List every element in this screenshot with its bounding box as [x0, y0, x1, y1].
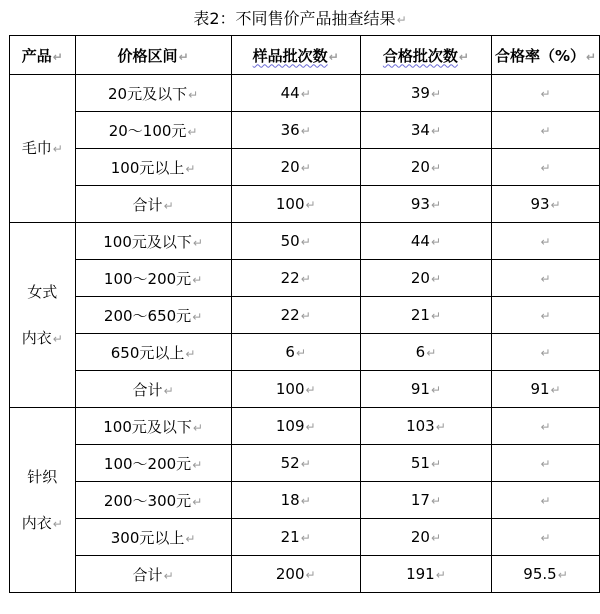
subtotal-row	[10, 186, 600, 223]
qualified-batches-cell-value: 91	[410, 380, 430, 398]
table-row	[10, 223, 600, 260]
sample-batches-cell	[231, 445, 360, 482]
price-range-cell-value: 100～200元	[103, 269, 192, 288]
paragraph-mark-icon: ↵	[430, 235, 442, 249]
paragraph-mark-icon: ↵	[185, 346, 196, 361]
qualified-batches-cell	[360, 445, 491, 482]
pass-rate-cell	[492, 482, 600, 519]
pass-rate-cell-value: 95.5	[523, 565, 557, 583]
paragraph-mark-icon: ↵	[52, 516, 63, 531]
table-row	[10, 334, 600, 371]
price-range-cell	[75, 149, 231, 186]
qualified-batches-cell-value: 93	[410, 195, 430, 213]
sample-batches-cell-value: 100	[275, 195, 305, 213]
paragraph-mark-icon: ↵	[435, 420, 446, 434]
sample-batches-cell-value: 44	[280, 84, 300, 102]
pass-rate-cell	[492, 75, 600, 112]
header-row	[10, 36, 600, 75]
price-range-cell-value: 300元以上	[110, 528, 185, 547]
sample-batches-cell-value: 109	[275, 417, 305, 435]
paragraph-mark-icon: ↵	[300, 124, 311, 138]
qualified-batches-cell	[360, 556, 491, 593]
paragraph-mark-icon: ↵	[185, 531, 196, 546]
sample-batches-cell-value: 18	[280, 491, 300, 509]
qualified-batches-cell	[360, 260, 491, 297]
table-row	[10, 519, 600, 556]
qualified-batches-cell	[360, 334, 491, 371]
paragraph-mark-icon: ↵	[300, 272, 311, 286]
qualified-batches-cell	[360, 75, 491, 112]
table-row	[10, 149, 600, 186]
paragraph-mark-icon: ↵	[300, 235, 311, 249]
sample-batches-cell	[231, 75, 360, 112]
paragraph-mark-icon: ↵	[430, 531, 442, 545]
paragraph-mark-icon: ↵	[430, 457, 442, 471]
price-range-cell	[75, 371, 231, 408]
sample-batches-cell	[231, 556, 360, 593]
qualified-batches-cell-value: 20	[410, 528, 430, 546]
paragraph-mark-icon: ↵	[550, 383, 561, 397]
paragraph-mark-icon: ↵	[305, 568, 316, 582]
paragraph-mark-icon: ↵	[540, 531, 551, 545]
paragraph-mark-icon: ↵	[192, 235, 203, 250]
qualified-batches-cell	[360, 408, 491, 445]
product-cell	[10, 75, 76, 223]
price-range-cell-value: 200～650元	[103, 306, 192, 325]
price-range-cell-value: 100～200元	[103, 454, 192, 473]
paragraph-mark-icon: ↵	[52, 331, 63, 346]
header-pass-rate: 合格率（%）↵	[492, 36, 600, 75]
price-range-cell	[75, 297, 231, 334]
table-row	[10, 112, 600, 149]
sample-batches-cell-value: 200	[275, 565, 305, 583]
caption-text: 表2：不同售价产品抽查结果	[193, 9, 396, 28]
sample-batches-cell	[231, 223, 360, 260]
qualified-batches-cell	[360, 149, 491, 186]
paragraph-mark-icon: ↵	[435, 568, 446, 582]
inspection-results-table	[9, 35, 600, 593]
qualified-batches-cell-value: 17	[410, 491, 430, 509]
paragraph-mark-icon: ↵	[192, 457, 203, 472]
table-body	[10, 75, 600, 593]
sample-batches-cell-value: 6	[285, 343, 295, 361]
pass-rate-cell	[492, 408, 600, 445]
sample-batches-cell-value: 36	[280, 121, 300, 139]
price-range-cell	[75, 556, 231, 593]
paragraph-mark-icon: ↵	[430, 272, 442, 286]
header-price-range: 价格区间↵	[75, 36, 231, 75]
sample-batches-cell	[231, 519, 360, 556]
paragraph-mark-icon: ↵	[300, 531, 311, 545]
paragraph-mark-icon: ↵	[540, 87, 551, 101]
qualified-batches-cell	[360, 223, 491, 260]
product-cell	[10, 223, 76, 408]
paragraph-mark-icon: ↵	[163, 568, 174, 583]
sample-batches-cell	[231, 112, 360, 149]
paragraph-mark-icon: ↵	[300, 87, 311, 101]
paragraph-mark-icon: ↵	[540, 457, 551, 471]
paragraph-mark-icon: ↵	[557, 568, 568, 582]
sample-batches-cell	[231, 297, 360, 334]
pass-rate-cell	[492, 334, 600, 371]
qualified-batches-cell-value: 191	[406, 565, 435, 583]
subtotal-row	[10, 556, 600, 593]
sample-batches-cell	[231, 186, 360, 223]
product-name-line: 毛巾	[21, 139, 52, 157]
qualified-batches-cell	[360, 371, 491, 408]
price-range-cell-value: 100元及以下	[103, 417, 192, 436]
price-range-cell-value: 20～100元	[108, 121, 187, 140]
product-cell	[10, 408, 76, 593]
paragraph-mark-icon: ↵	[430, 161, 442, 175]
product-name-line: 内衣	[21, 513, 52, 532]
product-name-line: 针织	[27, 467, 58, 486]
qualified-batches-cell-value: 20	[410, 158, 430, 176]
price-range-cell	[75, 408, 231, 445]
paragraph-mark-icon: ↵	[163, 198, 174, 213]
table-caption	[0, 6, 600, 32]
paragraph-mark-icon: ↵	[540, 346, 551, 360]
table-row	[10, 297, 600, 334]
pass-rate-cell	[492, 556, 600, 593]
qualified-batches-cell-value: 34	[410, 121, 430, 139]
price-range-cell	[75, 223, 231, 260]
paragraph-mark-icon: ↵	[300, 494, 311, 508]
price-range-cell	[75, 75, 231, 112]
header-qualified-batches: 合格批次数↵	[360, 36, 491, 75]
paragraph-mark-icon: ↵	[396, 13, 407, 27]
qualified-batches-cell	[360, 519, 491, 556]
paragraph-mark-icon: ↵	[426, 346, 437, 360]
paragraph-mark-icon: ↵	[540, 124, 551, 138]
price-range-cell	[75, 445, 231, 482]
qualified-batches-cell-value: 51	[410, 454, 430, 472]
paragraph-mark-icon: ↵	[188, 87, 199, 102]
paragraph-mark-icon: ↵	[192, 494, 203, 509]
pass-rate-cell	[492, 112, 600, 149]
paragraph-mark-icon: ↵	[430, 309, 442, 323]
pass-rate-cell	[492, 519, 600, 556]
table-row	[10, 75, 600, 112]
pass-rate-cell	[492, 445, 600, 482]
price-range-cell	[75, 482, 231, 519]
paragraph-mark-icon: ↵	[430, 494, 442, 508]
price-range-cell-value: 100元及以下	[103, 232, 192, 251]
paragraph-mark-icon: ↵	[305, 198, 316, 212]
paragraph-mark-icon: ↵	[192, 272, 203, 287]
pass-rate-cell	[492, 371, 600, 408]
paragraph-mark-icon: ↵	[305, 420, 316, 434]
price-range-cell	[75, 260, 231, 297]
paragraph-mark-icon: ↵	[192, 420, 203, 435]
paragraph-mark-icon: ↵	[540, 272, 551, 286]
table-row	[10, 445, 600, 482]
paragraph-mark-icon: ↵	[540, 420, 551, 434]
header-sample-batches: 样品批次数↵	[231, 36, 360, 75]
price-range-cell-value: 20元及以下	[108, 84, 188, 103]
paragraph-mark-icon: ↵	[295, 346, 307, 360]
paragraph-mark-icon: ↵	[430, 383, 442, 397]
paragraph-mark-icon: ↵	[300, 161, 311, 175]
pass-rate-cell-value: 93	[530, 195, 550, 213]
paragraph-mark-icon: ↵	[430, 198, 442, 212]
paragraph-mark-icon: ↵	[52, 142, 63, 156]
product-name-line: 内衣	[21, 328, 52, 347]
pass-rate-cell	[492, 186, 600, 223]
pass-rate-cell	[492, 260, 600, 297]
paragraph-mark-icon: ↵	[550, 198, 561, 212]
sample-batches-cell	[231, 371, 360, 408]
paragraph-mark-icon: ↵	[192, 309, 203, 324]
sample-batches-cell	[231, 408, 360, 445]
price-range-cell-value: 合计	[132, 565, 163, 584]
paragraph-mark-icon: ↵	[300, 309, 311, 323]
sample-batches-cell-value: 50	[280, 232, 300, 250]
sample-batches-cell	[231, 149, 360, 186]
sample-batches-cell-value: 22	[280, 269, 300, 287]
price-range-cell	[75, 186, 231, 223]
qualified-batches-cell-value: 39	[410, 84, 430, 102]
sample-batches-cell-value: 22	[280, 306, 300, 324]
sample-batches-cell-value: 21	[280, 528, 300, 546]
paragraph-mark-icon: ↵	[540, 161, 551, 175]
price-range-cell-value: 合计	[132, 195, 163, 214]
sample-batches-cell-value: 20	[280, 158, 300, 176]
subtotal-row	[10, 371, 600, 408]
pass-rate-cell	[492, 149, 600, 186]
qualified-batches-cell	[360, 297, 491, 334]
qualified-batches-cell	[360, 112, 491, 149]
paragraph-mark-icon: ↵	[430, 87, 442, 101]
pass-rate-cell-value: 91	[530, 380, 550, 398]
paragraph-mark-icon: ↵	[540, 309, 551, 323]
table-row	[10, 260, 600, 297]
paragraph-mark-icon: ↵	[163, 383, 174, 398]
paragraph-mark-icon: ↵	[187, 124, 198, 139]
table-row	[10, 408, 600, 445]
price-range-cell-value: 200～300元	[103, 491, 192, 510]
sample-batches-cell	[231, 260, 360, 297]
paragraph-mark-icon: ↵	[300, 457, 311, 471]
pass-rate-cell	[492, 297, 600, 334]
qualified-batches-cell-value: 6	[415, 343, 426, 361]
paragraph-mark-icon: ↵	[430, 124, 442, 138]
sample-batches-cell-value: 52	[280, 454, 300, 472]
price-range-cell-value: 合计	[132, 380, 163, 399]
qualified-batches-cell-value: 20	[410, 269, 430, 287]
qualified-batches-cell	[360, 482, 491, 519]
price-range-cell	[75, 112, 231, 149]
paragraph-mark-icon: ↵	[185, 161, 196, 176]
table-row	[10, 482, 600, 519]
header-product: 产品↵	[10, 36, 76, 75]
paragraph-mark-icon: ↵	[305, 383, 316, 397]
price-range-cell-value: 100元以上	[110, 158, 185, 177]
price-range-cell	[75, 519, 231, 556]
paragraph-mark-icon: ↵	[540, 235, 551, 249]
sample-batches-cell-value: 100	[275, 380, 305, 398]
price-range-cell	[75, 334, 231, 371]
price-range-cell-value: 650元以上	[110, 343, 185, 362]
qualified-batches-cell-value: 21	[410, 306, 430, 324]
qualified-batches-cell-value: 103	[406, 417, 435, 435]
product-name-line: 女式	[27, 282, 58, 301]
qualified-batches-cell	[360, 186, 491, 223]
pass-rate-cell	[492, 223, 600, 260]
qualified-batches-cell-value: 44	[410, 232, 430, 250]
paragraph-mark-icon: ↵	[540, 494, 551, 508]
sample-batches-cell	[231, 482, 360, 519]
sample-batches-cell	[231, 334, 360, 371]
